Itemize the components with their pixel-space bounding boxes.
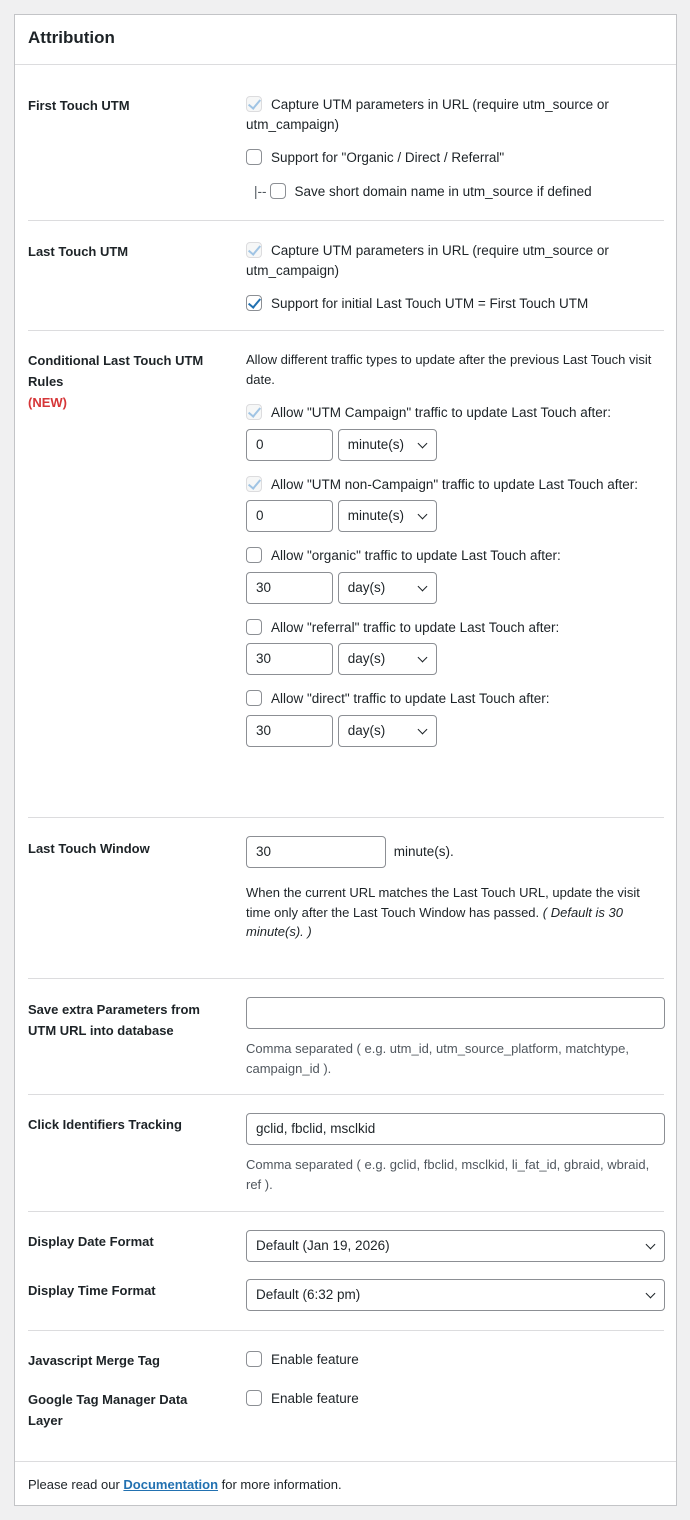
first-touch-organic-option[interactable] [246,148,666,168]
rule-option[interactable] [246,618,666,638]
rule-value-input[interactable]: 30 [246,643,333,675]
extra-label: Save extra Parameters from UTM URL into database [28,1002,200,1038]
chevron-down-icon [417,653,427,663]
checkbox[interactable] [246,149,262,165]
time-format-label: Display Time Format [28,1283,156,1298]
window-unit: minute(s). [393,843,454,859]
option-label: Enable feature [271,1352,359,1367]
date-format-label: Display Date Format [28,1234,154,1249]
new-badge: (NEW) [28,395,67,410]
chevron-down-icon [646,1240,656,1250]
last-touch-initial-option[interactable] [246,294,666,314]
checkbox-disabled-checked [246,242,262,258]
rule-option[interactable] [246,689,666,709]
click-desc: Comma separated ( e.g. gclid, fbclid, msclkid, li_fat_id, gbraid, wbraid, ref ). [246,1157,650,1192]
gtm-label: Google Tag Manager Data Layer [28,1392,188,1428]
checkbox[interactable] [246,1390,262,1406]
chevron-down-icon [417,724,427,734]
rule-value-input[interactable]: 30 [246,572,333,604]
rule-item [246,689,666,747]
rule-item [246,618,666,676]
conditional-intro: Allow different traffic types to update after the previous Last Touch visit date. [246,352,652,387]
option-label: Enable feature [271,1391,359,1406]
extra-params-input[interactable] [246,997,665,1029]
rule-value-input[interactable]: 0 [246,500,333,532]
checkbox[interactable] [246,690,262,706]
select-value: minute(s) [347,508,405,523]
conditional-section [28,331,664,818]
select-value: Default (Jan 19, 2026) [256,1238,390,1253]
option-label: Save short domain name in utm_source if defined [294,183,592,199]
tree-prefix: |-- [254,183,267,199]
select-value: day(s) [347,579,386,595]
date-format-select[interactable] [246,1230,665,1262]
rule-option[interactable] [246,403,666,423]
rule-label: Allow "direct" traffic to update Last Touch after: [271,691,550,706]
option-label: Capture UTM parameters in URL (require utm_source or utm_campaign) [246,97,609,132]
chevron-down-icon [646,1289,656,1299]
extra-desc: Comma separated ( e.g. utm_id, utm_source_platform, matchtype, campaign_id ). [246,1041,629,1076]
rule-label: Allow "UTM Campaign" traffic to update Last Touch after: [271,405,611,420]
select-value: day(s) [347,722,386,738]
checkbox-disabled-checked [246,96,262,112]
click-id-section [28,1095,664,1212]
option-label: Support for initial Last Touch UTM = First Touch UTM [271,296,589,311]
rule-label: Allow "organic" traffic to update Last Touch after: [271,548,561,563]
documentation-link[interactable]: Documentation [123,1477,219,1492]
js-merge-option[interactable] [246,1350,666,1370]
checkbox[interactable] [246,619,262,635]
format-section [28,1212,664,1331]
conditional-label: Conditional Last Touch UTM Rules [28,353,204,389]
footer-text: for more information. [218,1477,342,1492]
footer-note [15,1461,676,1507]
rule-unit-select[interactable] [338,643,437,675]
click-label: Click Identifiers Tracking [28,1117,182,1132]
checkbox-checked[interactable] [246,295,262,311]
checkbox[interactable] [246,547,262,563]
chevron-down-icon [417,438,427,448]
attribution-panel [14,14,677,1506]
chevron-down-icon [417,510,427,520]
rule-unit-select[interactable] [338,500,437,532]
last-touch-section [28,221,664,331]
features-section [28,1331,664,1461]
first-touch-section [28,65,664,221]
checkbox-disabled-checked [246,404,262,420]
rule-item [246,546,666,604]
rule-option[interactable] [246,546,666,566]
checkbox-disabled-checked [246,476,262,492]
rule-value-input[interactable]: 0 [246,429,333,461]
rule-unit-select[interactable] [338,572,437,604]
checkbox[interactable] [270,183,286,199]
time-format-select[interactable] [246,1279,665,1311]
first-touch-label: First Touch UTM [28,98,130,113]
last-touch-window-section [28,818,664,979]
window-input[interactable]: 30 [246,836,386,868]
panel-title: Attribution [15,15,676,65]
rule-label: Allow "UTM non-Campaign" traffic to update Last Touch after: [271,476,639,492]
window-desc: When the current URL matches the Last Touch URL, update the visit time only after the Last Touch Window has passed. [246,885,640,920]
select-value: minute(s) [347,436,405,452]
last-touch-capture-option[interactable] [246,241,666,280]
rule-unit-select[interactable] [338,429,437,461]
window-label: Last Touch Window [28,841,150,856]
rule-label: Allow "referral" traffic to update Last Touch after: [271,619,560,635]
select-value: Default (6:32 pm) [256,1287,361,1302]
chevron-down-icon [417,581,427,591]
window-default: ( Default is 30 minute(s). ) [246,904,623,939]
option-label: Support for "Organic / Direct / Referral" [271,150,505,165]
gtm-option[interactable] [246,1389,666,1409]
select-value: day(s) [347,651,386,666]
click-id-input[interactable]: gclid, fbclid, msclkid [246,1113,665,1145]
rule-option[interactable] [246,475,666,495]
first-touch-capture-option[interactable] [246,95,666,134]
checkbox[interactable] [246,1351,262,1367]
rule-item [246,403,666,461]
extra-params-section [28,979,664,1095]
short-domain-option[interactable] [246,182,666,202]
rule-value-input[interactable]: 30 [246,715,333,747]
rule-item [246,475,666,533]
last-touch-label: Last Touch UTM [28,244,129,259]
option-label: Capture UTM parameters in URL (require utm_source or utm_campaign) [246,243,609,278]
rule-unit-select[interactable] [338,715,437,747]
js-merge-label: Javascript Merge Tag [28,1353,160,1368]
footer-text: Please read our [28,1477,124,1492]
